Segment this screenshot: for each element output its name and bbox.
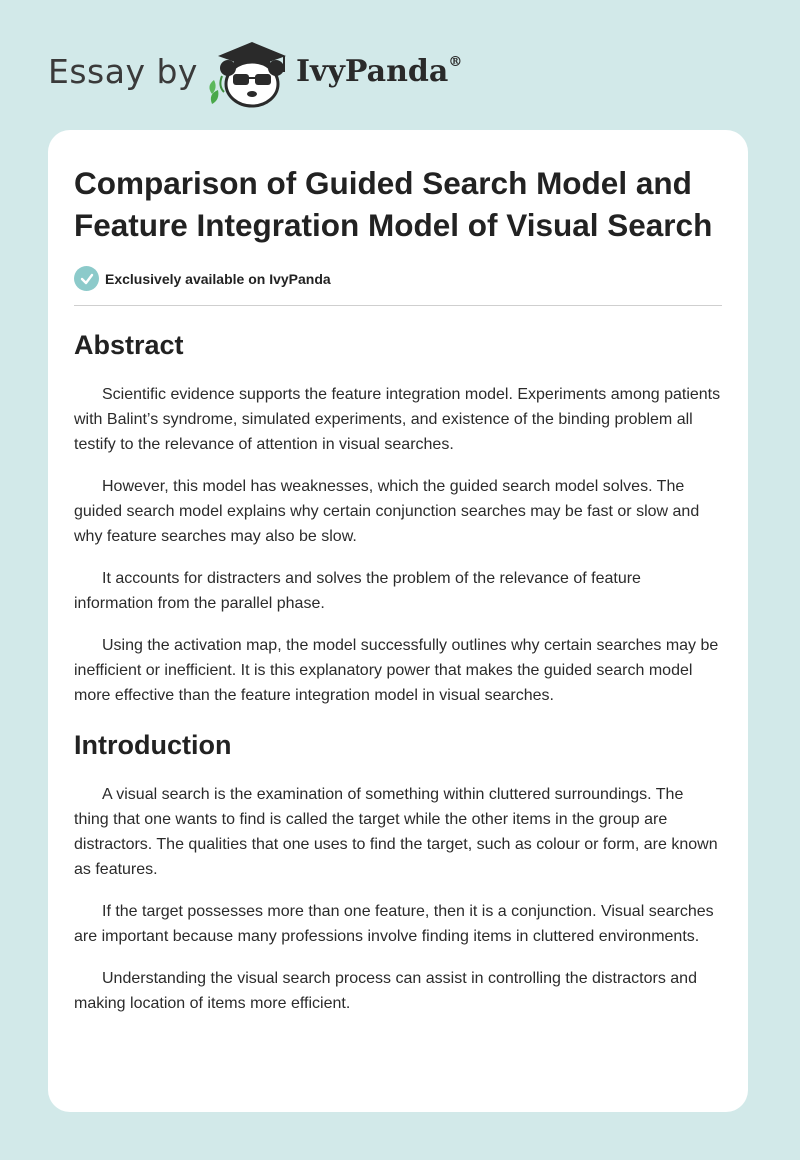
paragraph: Using the activation map, the model successfully outlines why certain searches may be inefficient or inefficient. It is this explanatory power that makes the guided search model more effective than the feature integration model in visual searches. — [74, 637, 719, 704]
title-divider — [74, 305, 722, 306]
paragraph: It accounts for distracters and solves the problem of the relevance of feature information from the parallel phase. — [74, 570, 641, 612]
essay-card — [48, 130, 748, 1112]
page-title: Comparison of Guided Search Model and Feature Integration Model of Visual Search — [74, 165, 713, 243]
ivypanda-logo-icon[interactable] — [200, 36, 296, 110]
paragraph: A visual search is the examination of something within cluttered surroundings. The thing that one wants to find is called the target while the other items in the group are distractors. The qualities that one uses to find the target, such as colour or form, are known as features. — [74, 786, 718, 878]
exclusive-badge-label: Exclusively available on IvyPanda — [105, 270, 331, 287]
paragraph: However, this model has weaknesses, which the guided search model solves. The guided search model explains why certain conjunction searches may be fast or slow and why feature searches may also be slow. — [74, 478, 700, 545]
paragraph: Scientific evidence supports the feature integration model. Experiments among patients with Balint’s syndrome, simulated experiments, and existence of the binding problem all testify to the relevance of attention in visual searches. — [74, 386, 721, 453]
section-heading-abstract: Abstract — [74, 330, 184, 360]
paragraph: Understanding the visual search process can assist in controlling the distractors and making location of items more efficient. — [74, 970, 697, 1012]
brand-name-text: IvyPanda — [296, 54, 449, 89]
section-heading-introduction: Introduction — [74, 730, 232, 760]
exclusive-badge — [74, 266, 722, 291]
essay-by-label: Essay by — [48, 52, 198, 91]
site-header — [0, 0, 800, 130]
paragraph: If the target possesses more than one feature, then it is a conjunction. Visual searches are important because many professions involve finding items in cluttered environments. — [74, 903, 714, 945]
brand-name — [296, 54, 462, 89]
check-circle-icon — [74, 266, 99, 291]
registered-mark: ® — [448, 54, 463, 70]
